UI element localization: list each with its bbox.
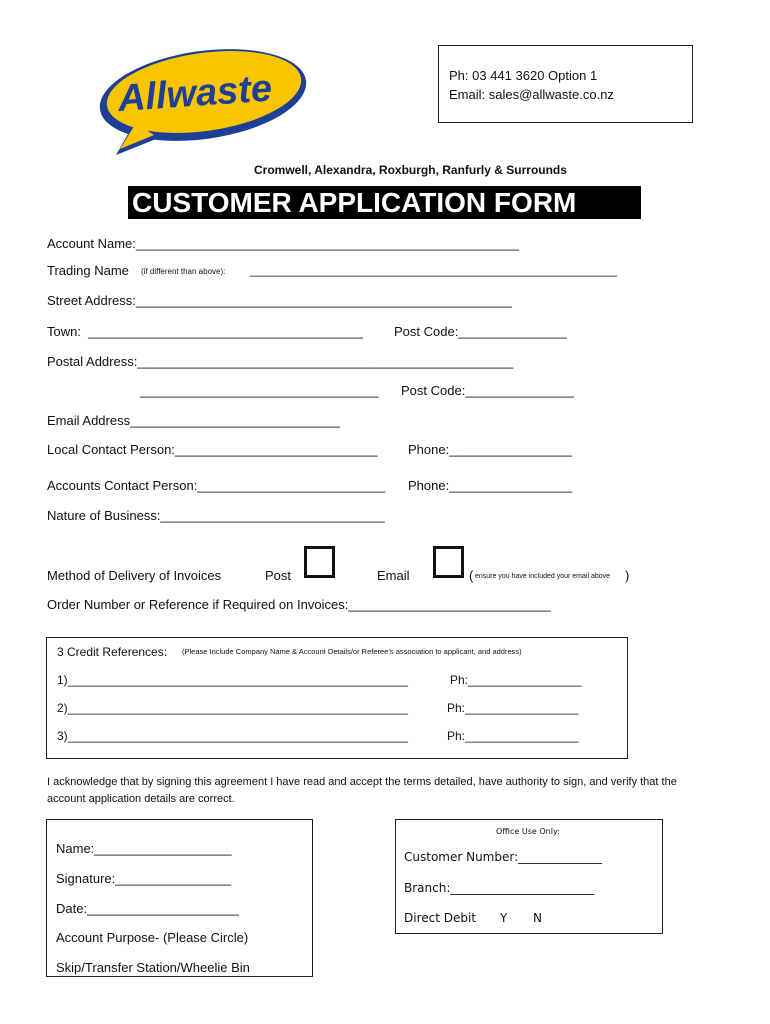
customer-number-field[interactable]: Customer Number:______________ — [404, 850, 603, 864]
logo-wordmark: Allwaste — [116, 67, 274, 121]
contact-box — [438, 45, 693, 123]
delivery-note-close-paren: ) — [625, 568, 630, 583]
credit-references-heading: 3 Credit References: — [57, 645, 168, 659]
account-name-field[interactable]: Account Name:_____________________________________________________ — [47, 236, 520, 251]
accounts-contact-field[interactable]: Accounts Contact Person:__________________________ — [47, 478, 386, 493]
email-address-field[interactable]: Email Address_____________________________ — [47, 413, 340, 428]
postal-post-code-field[interactable]: Post Code:_______________ — [401, 383, 574, 398]
accounts-phone-field[interactable]: Phone:_________________ — [408, 478, 573, 493]
direct-debit-no[interactable]: N — [533, 911, 542, 925]
credit-reference-3-field[interactable]: 3)___________________________________________________ — [57, 729, 409, 743]
order-number-field[interactable]: Order Number or Reference if Required on Invoices:____________________________ — [47, 597, 551, 612]
office-use-box — [395, 819, 663, 934]
street-address-field[interactable]: Street Address:____________________________________________________ — [47, 293, 512, 308]
branch-field[interactable]: Branch:________________________ — [404, 881, 595, 895]
direct-debit-yes[interactable]: Y — [500, 911, 508, 925]
town-post-code-field[interactable]: Post Code:_______________ — [394, 324, 567, 339]
credit-reference-2-field[interactable]: 2)___________________________________________________ — [57, 701, 409, 715]
contact-phone: Ph: 03 441 3620 Option 1 — [449, 68, 598, 83]
delivery-post-checkbox[interactable] — [304, 546, 335, 578]
delivery-method-label: Method of Delivery of Invoices — [47, 568, 222, 583]
local-phone-field[interactable]: Phone:_________________ — [408, 442, 573, 457]
credit-reference-2-phone[interactable]: Ph:_________________ — [447, 701, 579, 715]
nature-of-business-field[interactable]: Nature of Business:_______________________________ — [47, 508, 385, 523]
delivery-note: ensure you have included your email above — [475, 573, 611, 580]
trading-name-note: (if different than above): — [141, 267, 226, 276]
signature-name-field[interactable]: Name:___________________ — [56, 841, 232, 856]
signature-date-field[interactable]: Date:_____________________ — [56, 901, 239, 916]
town-field[interactable]: Town: ______________________________________ — [47, 324, 363, 339]
account-purpose-label: Account Purpose- (Please Circle) — [56, 930, 249, 945]
allwaste-logo — [96, 43, 316, 171]
delivery-email-checkbox[interactable] — [433, 546, 464, 578]
trading-name-field[interactable]: _______________________________________________________ — [250, 263, 618, 277]
credit-references-box — [46, 637, 628, 759]
postal-address-field[interactable]: Postal Address:____________________________________________________ — [47, 354, 514, 369]
postal-address-line-2[interactable]: _________________________________ — [140, 383, 379, 398]
credit-reference-1-field[interactable]: 1)___________________________________________________ — [57, 673, 409, 687]
acknowledgement-line-2: account application details are correct. — [47, 793, 235, 805]
delivery-post-label: Post — [265, 568, 292, 583]
local-contact-field[interactable]: Local Contact Person:____________________________ — [47, 442, 378, 457]
service-areas: Cromwell, Alexandra, Roxburgh, Ranfurly & Surrounds — [254, 163, 567, 177]
contact-email: Email: sales@allwaste.co.nz — [449, 87, 614, 102]
delivery-email-label: Email — [377, 568, 410, 583]
office-use-title: Office Use Only: — [496, 827, 560, 836]
delivery-note-open-paren: ( — [469, 568, 474, 583]
acknowledgement-line-1: I acknowledge that by signing this agreement I have read and accept the terms detailed, have authority to sign, and verify that the — [47, 776, 677, 788]
credit-reference-3-phone[interactable]: Ph:_________________ — [447, 729, 579, 743]
page-title: CUSTOMER APPLICATION FORM — [128, 186, 641, 219]
signature-box — [46, 819, 313, 977]
account-purpose-options[interactable]: Skip/Transfer Station/Wheelie Bin — [56, 960, 250, 975]
credit-reference-1-phone[interactable]: Ph:_________________ — [450, 673, 582, 687]
trading-name-label: Trading Name — [47, 263, 129, 278]
direct-debit-label: Direct Debit — [404, 911, 477, 925]
credit-references-note: (Please Include Company Name & Account Details/or Referee’s association to applicant, and address) — [182, 647, 522, 656]
signature-field[interactable]: Signature:________________ — [56, 871, 231, 886]
